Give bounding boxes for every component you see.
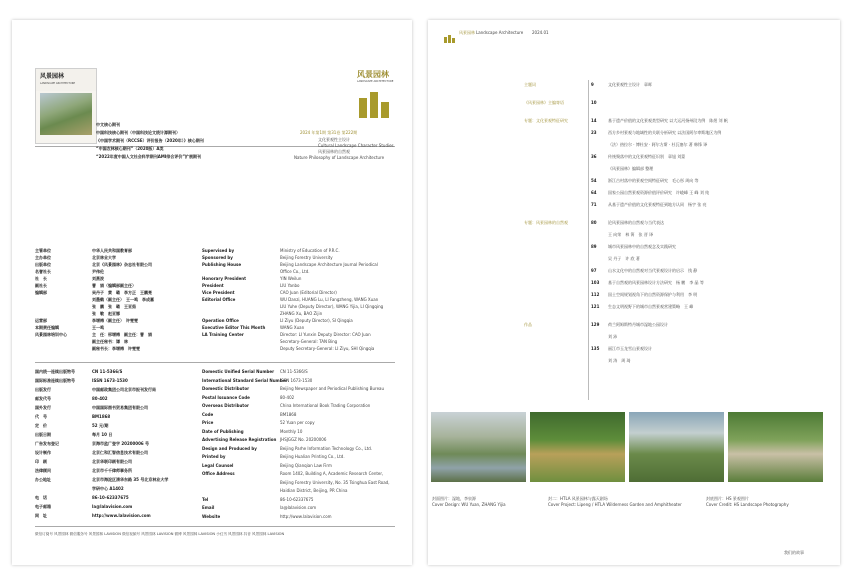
masthead-en-value: Ministry of Education of P.R.C. <box>280 248 340 253</box>
toc-page-number: 36 <box>591 154 597 159</box>
publication-en-label: Domestic Unified Serial Number <box>202 369 275 374</box>
toc-entry: 王 向荣 林 箐 张 晋 译 <box>608 232 654 237</box>
masthead-en-value: Office Co., Ltd. <box>280 269 310 274</box>
publication-value: CN 11-5366/S <box>92 369 123 374</box>
photo-caption-en: Cover Credit: HS Landscape Photography <box>706 502 789 507</box>
publication-en-value: Beijing Forestry University, No. 35 Tsinghua East Road, <box>280 479 390 485</box>
publication-label: 定 价 <box>35 423 47 428</box>
toc-entry: 国土空间规划视角下的自然资源保护与利用 李 明 <box>608 292 698 297</box>
masthead-en-label: LA Training Center <box>202 332 244 337</box>
publication-en-value: 80-402 <box>280 394 295 400</box>
publication-label: 法律顾问 <box>35 468 51 473</box>
toc-section: 主题词 <box>524 82 536 87</box>
masthead-en-label: Executive Editor This Month <box>202 325 266 330</box>
masthead-value: 北京《风景园林》杂志社有限公司 <box>92 262 152 267</box>
publication-en-value: Beijing Newspaper and Periodical Publishing Bureau <box>280 386 385 391</box>
photo-caption-en: Cover Project: Lipeng / HTLA Wilderness Garden and Amphitheater <box>548 502 682 507</box>
publication-label: 国内统一连续出版物号 <box>35 369 75 374</box>
publication-label: 国外发行 <box>35 405 51 410</box>
masthead-en-value: ZHANG Xu, BAO Zijin <box>280 311 323 316</box>
photo-caption-en: Cover Design: WU Yuan, ZHANG Yijia <box>432 502 506 507</box>
publication-label: 电子邮箱 <box>35 504 51 509</box>
toc-entry: 刘 涛 周 琦 <box>608 358 631 363</box>
masthead-en-label: Operation Office <box>202 318 239 323</box>
journal-type-line: “2022年度中国人文社会科学期刊AMI综合评价”扩展期刊 <box>96 154 201 159</box>
theme-en-1: Cultural Landscape Character Studies <box>318 143 394 148</box>
publication-en-value: Beijing Parhe Information Technology Co., Ltd. <box>280 445 373 451</box>
publication-en-label: Overseas Distributor <box>202 403 249 408</box>
toc-page-number: 97 <box>591 268 597 273</box>
toc-entry: 生态文明视野下的城市自然景观营建策略 王 峰 <box>608 304 694 309</box>
masthead-value: 副秘书长：李增梅 许雯雯 <box>92 346 140 351</box>
toc-entry: 论风景园林的自然观与当代表达 <box>608 220 664 225</box>
publication-en-value: 86-10-62337675 <box>280 496 314 502</box>
toc-entry: 山水文化中的自然观对当代景观设计的启示 钱 静 <box>608 268 698 273</box>
theme-cn-1: 文化景观性主设计 <box>318 137 350 142</box>
toc-entry: 刘 沛 <box>608 334 618 339</box>
masthead-en-value: LI Ziyu (Deputy Director), SI Qingqia <box>280 318 353 323</box>
masthead-en-value: Secretary-General: TAN Bing <box>280 339 338 344</box>
toc-entry: 国家公园自然景观资源价值评价研究 许峻峰 王 峰 刘 纯 <box>608 190 710 195</box>
toc-entry: 城市风景园林中的自然观念及实践研究 <box>608 244 676 249</box>
masthead-label: 运营部 <box>35 318 47 323</box>
publication-value: http://www.lalavision.com <box>92 513 151 518</box>
masthead-value: 曹 娟（编辑部副主任） <box>92 283 136 288</box>
publication-label: 网 址 <box>35 513 47 518</box>
publication-value: 每月 10 日 <box>92 432 113 437</box>
logo-title-en: LANDSCAPE ARCHITECTURE <box>357 80 394 83</box>
publication-value: la@lalavision.com <box>92 504 133 509</box>
toc-section: 专题：风景园林的自然观 <box>524 220 568 225</box>
toc-page-number: 80 <box>591 220 597 225</box>
toc-entry: 浙江古村落中的景观空间特征研究 毛心彤 周向 等 <box>608 178 699 183</box>
toc-page-number: 54 <box>591 178 597 183</box>
masthead-en-value: CAO Juan (Editorial Director) <box>280 290 337 295</box>
publication-en-label: Code <box>202 411 214 417</box>
masthead-en-value: LIU Yuhe (Deputy Director), WANG Yijia, LI Qingqing <box>280 304 384 309</box>
toc-page-number: 9 <box>591 82 594 87</box>
publication-en-label: Tel <box>202 496 209 502</box>
publication-value: 北京华联印刷有限公司 <box>92 459 132 464</box>
publication-label: 印 刷 <box>35 459 47 464</box>
divider-3 <box>35 526 395 527</box>
toc-page-number: 71 <box>591 202 597 207</box>
cover-thumbnail <box>35 68 97 144</box>
journal-type-line: “中国农林核心期刊”（2020版）A类 <box>96 146 164 151</box>
publication-en-label: Printed by <box>202 454 226 459</box>
masthead-en-label: Editorial Office <box>202 297 236 302</box>
masthead-label: 主管单位 <box>35 248 51 253</box>
masthead-value: 主 任：邢增梅 副主任：曹 娟 <box>92 332 152 337</box>
toc-section: 《风景园林》主编寄语 <box>524 100 564 105</box>
masthead-value: 王一鸣 <box>92 325 104 330</box>
publication-label: 邮发代号 <box>35 396 51 401</box>
publication-en-value: Room 1402, Building A, Academic Research Center, <box>280 471 384 476</box>
toc-section: 作品 <box>524 322 532 327</box>
publication-value: 中国邮政集团公司北京市报刊发行局 <box>92 387 156 392</box>
toc-page-number: 121 <box>591 304 600 309</box>
masthead-label: 名誉社长 <box>35 269 51 274</box>
publication-value: 中国国际图书贸易集团有限公司 <box>92 405 148 410</box>
publication-label: 电 话 <box>35 495 47 500</box>
logo-icon <box>355 88 393 126</box>
journal-type-line: 中国科技核心期刊（中国科技论文统计源期刊） <box>96 130 180 135</box>
publication-value: 52 元/期 <box>92 423 109 428</box>
photo-3 <box>629 412 724 482</box>
left-page <box>12 20 412 565</box>
publication-en-value: CN 11-5366/S <box>280 369 308 374</box>
masthead-label: 风景园林培训中心 <box>35 332 67 337</box>
header-logo: 风景园林 <box>459 30 475 35</box>
toc-page-number: 14 <box>591 118 597 123</box>
cover-title: 风景园林 <box>40 73 65 80</box>
toc-entry: 基于遗产价值的文化景观类型研究 以大运河扬州段为例 陈煜 刘 帆 <box>608 118 728 123</box>
publication-en-label: Design and Produced by <box>202 445 257 451</box>
masthead-label: 副社长 <box>35 283 47 288</box>
masthead-label: 主办单位 <box>35 255 51 260</box>
left-footer: 微信订阅号 风景园林 微信服务号 风景园林 LAVISION 微信视频号 风景园林 LAVISION 微博 风景园林 LAVISION 小红书 风景园林 抖音 风景园林 LAVISION <box>35 532 285 536</box>
publication-label: 办公地址 <box>35 477 51 482</box>
masthead-value: 李增梅（副主任） 许雯雯 <box>92 318 138 323</box>
cover-header <box>36 69 96 91</box>
toc-page-number: 10 <box>591 100 597 105</box>
publication-en-value: http://www.lalavision.com <box>280 513 332 519</box>
toc-page-number: 112 <box>591 292 600 297</box>
cover-subtitle: LANDSCAPE ARCHITECTURE <box>40 82 76 85</box>
publication-value: 京海市监广登字 20200006 号 <box>92 441 150 446</box>
publication-en-label: International Standard Serial Number <box>202 377 288 383</box>
publication-en-label: Postal Issuance Code <box>202 394 250 400</box>
masthead-en-label: Sponsored by <box>202 255 233 260</box>
publication-en-value: Beijing Hualian Printing Co., Ltd. <box>280 454 345 459</box>
photo-1 <box>431 412 526 482</box>
masthead-label: 出版单位 <box>35 262 51 267</box>
journal-type-line: 《中国学术期刊（RCCSE）评价报告（2020年）》核心期刊 <box>96 138 204 143</box>
header-en: Landscape Architecture <box>476 30 524 35</box>
issue-line: 2024 年第1期 第31卷 第222期 <box>300 130 358 135</box>
masthead-en-value: LIU Yanbo <box>280 283 300 288</box>
publication-en-label: Date of Publishing <box>202 428 244 434</box>
masthead-en-value: Deputy Secretary-General: LI Ziyu, SHI Qingqia <box>280 346 375 351</box>
photo-caption-cn: 封面图片：湿地，李泉源 <box>432 496 476 501</box>
publication-en-label: Website <box>202 513 221 519</box>
photo-caption-cn: 封二：HTLA 风景园林与露天剧场 <box>548 496 608 501</box>
publication-label: 设计制作 <box>35 450 51 455</box>
publication-label: 代 号 <box>35 414 47 419</box>
logo-title-cn: 风景园林 <box>357 70 389 79</box>
masthead-value: 中华人民共和国教育部 <box>92 248 132 253</box>
masthead-en-value: Director: LI Yunxin Deputy Director: CAO Juan <box>280 332 371 337</box>
publication-en-label: Advertising Release Registration <box>202 437 277 442</box>
publication-label: 广告发布登记 <box>35 441 59 446</box>
publication-value: 北京市千千律师事务所 <box>92 468 132 473</box>
masthead-en-value: WU Danzi, HUANG Lu, LI Fangzheng, WANG Xuan <box>280 297 379 302</box>
masthead-value: 北京林业大学 <box>92 255 116 260</box>
toc-section: 专题：文化景观特征研究 <box>524 118 568 123</box>
masthead-label: 社 长 <box>35 276 47 281</box>
right-page <box>428 20 840 565</box>
masthead-value: 张 敏 赵亚娜 <box>92 311 120 316</box>
publication-label: 出版日期 <box>35 432 51 437</box>
publication-en-value: BM1868 <box>280 411 297 417</box>
toc-entry: 传统聚落中的文化景观特征识别 章旭 刘蒙 <box>608 154 686 159</box>
divider-2 <box>35 362 395 363</box>
publication-label: 出版发行 <box>35 387 51 392</box>
masthead-value: 尹伟伦 <box>92 269 104 274</box>
publication-en-value: ISSN 1673-1530 <box>280 377 313 383</box>
header-issue: 2024.01 <box>532 30 549 35</box>
toc-entry: 吴 丹子 许 欣 著 <box>608 256 640 261</box>
masthead-en-value: Beijing Landscape Architecture Journal Periodical <box>280 262 378 267</box>
publication-value: 80-402 <box>92 396 108 401</box>
publication-value: 北京仁和汇智信息技术有限公司 <box>92 450 148 455</box>
masthead-en-value: YIN Weilun <box>280 276 302 281</box>
theme-cn-2: 风景园林的自然观 <box>318 149 350 154</box>
publication-value: 86-10-62337675 <box>92 495 129 500</box>
toc-page-number: 23 <box>591 130 597 135</box>
toc-page-number: 103 <box>591 280 600 285</box>
toc-entry: 西方乡村景观与地域性的关联分析研究 以法国阿尔卑斯地区为例 <box>608 130 722 135</box>
masthead-en-value: WANG Xuan <box>280 325 305 330</box>
publication-en-value: China International Book Trading Corporation <box>280 403 371 408</box>
publication-en-label: Email <box>202 505 215 510</box>
header-logo-mark <box>444 28 456 36</box>
toc-page-number: 89 <box>591 244 597 249</box>
masthead-en-value: Beijing Forestry University <box>280 255 333 260</box>
publication-en-value: Haidian District, Beijing, PR China <box>280 488 348 493</box>
masthead-en-label: Vice President <box>202 290 235 295</box>
publication-en-value: JHSJGGZ No. 20200006 <box>280 437 327 442</box>
toc-entry: 文化景观性主设计 章晖 <box>608 82 652 87</box>
toc-entry: 基于自然观的风景园林设计方法研究 杨 鹏 李 晶 等 <box>608 280 704 285</box>
journal-type-line: 中文核心期刊 <box>96 122 120 127</box>
masthead-label: 本期责任编辑 <box>35 325 59 330</box>
masthead-value: 副主任秘书：谭 林 <box>92 339 128 344</box>
masthead-label: 编辑部 <box>35 290 47 295</box>
publication-en-label: Office Address <box>202 471 235 476</box>
header-logo-icon <box>444 35 456 43</box>
masthead-value: 吴丹子 黄 璐 李方正 王鹏亮 <box>92 290 152 295</box>
publication-en-value: Monthly 10 <box>280 428 303 434</box>
publication-en-label: Domestic Distributor <box>202 386 250 391</box>
publication-value: 北京市海淀区清华东路 35 号北京林业大学 <box>92 477 169 482</box>
toc-entry: 从基于遗产价值的文化景观特征到地方认同 杨宇 张 亮 <box>608 202 707 207</box>
publication-en-value: 52 Yuan per copy <box>280 420 315 425</box>
toc-page-number: 129 <box>591 322 600 327</box>
publication-label: 国际标准连续出版物号 <box>35 378 75 383</box>
toc-entry: 《风景园林》编辑部 整理 <box>608 166 654 171</box>
publication-value: ISSN 1673-1530 <box>92 378 128 383</box>
toc-entry: 丽江市玉龙雪山景观设计 <box>608 346 652 351</box>
masthead-en-label: Publishing House <box>202 262 242 267</box>
photo-4 <box>728 412 823 482</box>
masthead-en-label: Supervised by <box>202 248 235 253</box>
right-footer: 我们的故事 <box>784 550 804 555</box>
publication-en-label: Price <box>202 420 214 425</box>
masthead-value: 张 鹏 张 璐 王亚茹 <box>92 304 136 309</box>
photo-2 <box>530 412 625 482</box>
journal-logo <box>355 70 394 126</box>
publication-en-value: Beijing Qianqian Law Firm <box>280 462 332 468</box>
publication-value: 学研中心 A1402 <box>92 486 124 491</box>
toc-entry: （法）热拉尔 · 博杜安 · 阿尔方斯 · 杜瓦塞尔 著 韩锋 译 <box>608 142 708 147</box>
toc-entry: 荷兰阿姆斯特丹城市湿地公园设计 <box>608 322 668 327</box>
masthead-value: 刘燕波 <box>92 276 104 281</box>
toc-page-number: 135 <box>591 346 600 351</box>
cover-photo <box>40 93 92 135</box>
masthead-en-label: President <box>202 283 224 288</box>
theme-en-2: Nature Philosophy of Landscape Architecture <box>294 155 385 160</box>
photo-caption-cn: 封底图片：HS 景观图片 <box>706 496 749 501</box>
publication-en-value: la@lalavision.com <box>280 505 317 510</box>
publication-en-label: Legal Counsel <box>202 462 234 468</box>
masthead-en-label: Honorary President <box>202 276 247 281</box>
masthead-value: 刘墨鹤（副主任） 王一鸣 李成嘉 <box>92 297 154 302</box>
toc-page-number: 64 <box>591 190 597 195</box>
publication-value: BM1868 <box>92 414 111 419</box>
toc-divider <box>588 80 589 400</box>
